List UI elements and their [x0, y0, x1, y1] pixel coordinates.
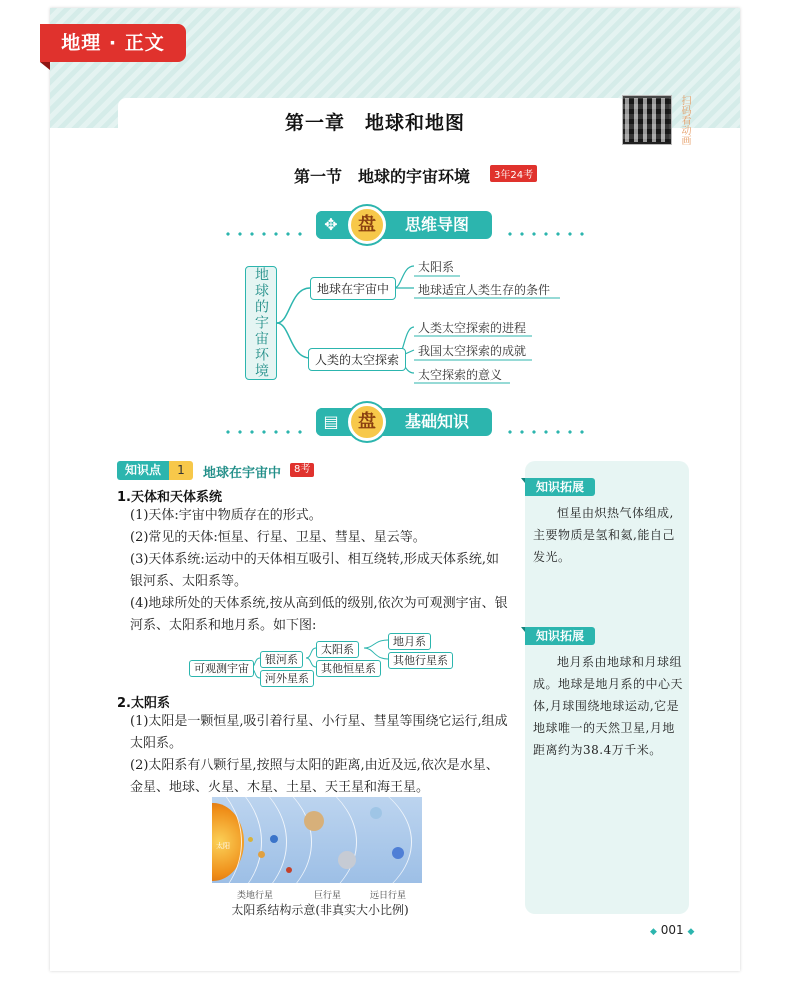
mindmap-leaf: 太空探索的意义 — [418, 368, 503, 382]
sidebar-text-2: 地月系由地球和月球组成。地球是地月系的中心天体,月球围绕地球运动,它是地球唯一的天然卫星,月地距离约为38.4万千米。 — [533, 655, 684, 757]
chapter-title: 第一章 地球和地图 — [284, 112, 465, 134]
pan-circle: 盘 — [348, 206, 386, 244]
giant-label: 巨行星 — [314, 891, 342, 901]
mindmap-leaf: 地球适宜人类生存的条件 — [418, 283, 551, 297]
uranus — [370, 807, 382, 819]
book-icon: ▤ — [316, 408, 346, 436]
paragraph: (2)常见的天体:恒星、行星、卫星、彗星、星云等。 — [130, 530, 426, 545]
paragraph: (1)天体:宇宙中物质存在的形式。 — [130, 508, 322, 523]
sidebar-head-1: 知识拓展 — [525, 478, 595, 496]
mindmap-icon: ✥ — [316, 211, 346, 239]
subject-tag: 地理 · 正文 — [40, 24, 186, 62]
hierarchy-milky-way: 银河系 — [260, 651, 303, 668]
mindmap-leaf: 太阳系 — [418, 260, 455, 274]
knowledge-point-number: 1 — [169, 461, 193, 480]
section-1-heading: 1.天体和天体系统 — [117, 490, 222, 505]
qr-label: 扫码看动画 — [679, 95, 690, 145]
paragraph: (2)太阳系有八颗行星,按照与太阳的距离,由近及远,依次是水星、金星、地球、火星、木星、土星、天王星和海王星。 — [130, 758, 499, 795]
mindmap-branch-1: 地球在宇宙中 — [310, 277, 396, 300]
mindmap-label: 思维导图 — [405, 215, 470, 234]
pan-circle: 盘 — [348, 403, 386, 441]
paragraph: (4)地球所处的天体系统,按从高到低的级别,依次为可观测宇宙、银河系、太阳系和地月系。如下图: — [130, 596, 508, 633]
hierarchy-other-galaxies: 河外星系 — [260, 670, 314, 687]
sidebar-text-1: 恒星由炽热气体组成,主要物质是氢和氦,能自己发光。 — [533, 506, 675, 564]
figure-caption: 太阳系结构示意(非真实大小比例) — [231, 903, 409, 917]
hierarchy-other-stars: 其他恒星系 — [316, 660, 381, 677]
paragraph: (3)天体系统:运动中的天体相互吸引、相互绕转,形成天体系统,如银河系、太阳系等。 — [130, 552, 500, 589]
knowledge-point-badge: 8考 — [290, 463, 314, 477]
earth — [270, 835, 278, 843]
jupiter — [304, 811, 324, 831]
neptune — [392, 847, 404, 859]
mercury — [248, 837, 253, 842]
saturn — [338, 851, 356, 869]
hierarchy-other-planets: 其他行星系 — [388, 652, 453, 669]
mindmap-leaf: 人类太空探索的进程 — [418, 321, 527, 335]
section-badge: 3年24考 — [490, 165, 537, 182]
page-number: ◆ 001 ◆ — [650, 923, 695, 937]
sun-label: 太阳 — [216, 842, 230, 850]
mars — [286, 867, 292, 873]
hierarchy-solar-system: 太阳系 — [316, 641, 359, 658]
solar-system-figure — [212, 797, 422, 883]
terrestrial-label: 类地行星 — [237, 891, 274, 901]
sidebar-head-2: 知识拓展 — [525, 627, 595, 645]
mindmap-leaf: 我国太空探索的成就 — [418, 344, 527, 358]
far-label: 远日行星 — [370, 891, 407, 901]
basics-label: 基础知识 — [405, 412, 470, 431]
mindmap-root: 地球的宇宙环境 — [245, 266, 277, 380]
section-title: 第一节 地球的宇宙环境 — [293, 167, 470, 186]
mindmap-branch-2: 人类的太空探索 — [308, 348, 406, 371]
knowledge-point-tag: 知识点 — [117, 461, 169, 480]
hierarchy-earth-moon: 地月系 — [388, 633, 431, 650]
knowledge-point-title: 地球在宇宙中 — [203, 466, 282, 481]
venus — [258, 851, 265, 858]
hierarchy-observable: 可观测宇宙 — [189, 660, 254, 677]
section-2-heading: 2.太阳系 — [117, 696, 170, 711]
paragraph: (1)太阳是一颗恒星,吸引着行星、小行星、彗星等围绕它运行,组成太阳系。 — [130, 714, 508, 751]
